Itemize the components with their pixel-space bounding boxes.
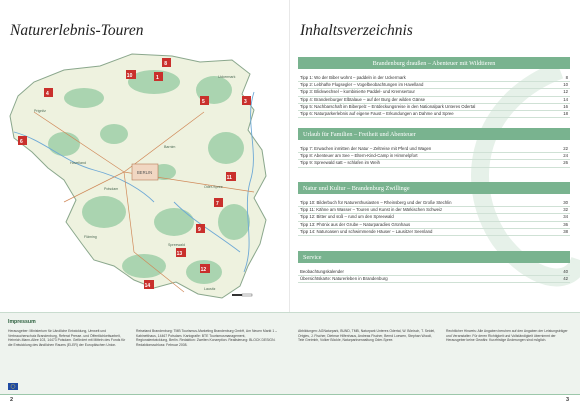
toc-row[interactable]: Tipp 8: Abenteuer am See – Eltern-Kind-Camp in Himmelpfort 24 [298, 153, 570, 160]
svg-text:14: 14 [144, 282, 151, 289]
svg-text:9: 9 [198, 226, 201, 233]
page-number-left: 2 [10, 397, 14, 403]
marker-4 [44, 88, 53, 97]
toc-row[interactable]: Tipp 6: Naturparkerlebnis auf eigene Faust – Erkundungen an Dahme und Spree 18 [298, 111, 570, 118]
marker-10 [196, 224, 205, 233]
svg-text:Prignitz: Prignitz [34, 109, 46, 113]
page-title: Naturerlebnis-Touren [10, 22, 144, 39]
toc-row[interactable]: Tipp 12: Bitter und süß – rund um den Spreewald 34 [298, 214, 570, 221]
imprint-panel [0, 312, 580, 394]
svg-text:7: 7 [216, 200, 219, 207]
svg-text:Spreewald: Spreewald [168, 243, 185, 247]
toc-row[interactable]: Tipp 2: Lebhafte Flugsegler – Vogelbeobachtungen im Havelland 10 [298, 82, 570, 89]
svg-text:8: 8 [164, 60, 167, 67]
toc-row[interactable]: Tipp 14: Naturoasen und schwimmende Häuser – Lausitzer Seenland 38 [298, 229, 570, 236]
marker-12 [200, 264, 210, 273]
imprint-partners: Reiseland Brandenburg: TMB Tourismus-Marketing Brandenburg GmbH, Am Neuen Markt 1 – Kabinetthaus, 14467 Potsdam. Kartografie: BTE Tourismusmanagement, Regionalentwicklung, Berlin. Redaktion: Zweiten Konzeption. Realisierung: BLOCK DESIGN. Redaktionsschluss: Februar 2008. [136, 329, 278, 347]
toc-section-2 [298, 128, 570, 168]
brandenburg-map [4, 52, 276, 302]
toc-row[interactable]: Übersichtskarte: Naturerleben in Brandenburg 42 [298, 276, 570, 283]
svg-text:13: 13 [176, 250, 183, 257]
marker-9 [214, 198, 223, 207]
marker-13 [144, 280, 154, 289]
footer-bar [0, 394, 580, 410]
scale-bar [232, 294, 252, 296]
toc-row[interactable]: Tipp 7: Erwachen inmitten der Natur – Zeltreise mit Pferd und Wagen 22 [298, 146, 570, 153]
toc-row[interactable]: Tipp 11: Kähne am Wasser – Touren und Kunst in der Märkischen Schweiz 32 [298, 207, 570, 214]
svg-text:6: 6 [20, 138, 23, 145]
svg-text:Barnim: Barnim [164, 145, 176, 149]
marker-2 [154, 72, 163, 81]
section-heading: Urlaub für Familien – Freiheit und Abenteuer [298, 128, 570, 140]
toc-row[interactable]: Beobachtungskalender 40 [298, 269, 570, 276]
page-title: Inhaltsverzeichnis [300, 22, 413, 39]
toc-row[interactable]: Tipp 9: Spreewald satt – schlafen im Weih 26 [298, 160, 570, 167]
svg-text:Oder-Spree: Oder-Spree [204, 185, 223, 189]
svg-text:11: 11 [226, 174, 232, 181]
toc-section-4 [298, 251, 570, 283]
section-heading: Brandenburg draußen – Abenteuer mit Wildtieren [298, 57, 570, 69]
toc-row[interactable]: Tipp 10: Bilderbuch für Naturenthusiasten – Rheinsberg und der Große Stechlin 30 [298, 200, 570, 207]
svg-text:Lausitz: Lausitz [204, 287, 216, 291]
svg-text:5: 5 [202, 98, 205, 105]
svg-text:1: 1 [156, 74, 159, 81]
imprint-title: Impressum [8, 319, 36, 325]
eu-flag-icon [8, 383, 18, 390]
toc-row[interactable]: Tipp 13: Phönix aus der Grube – Naturparadies Grünhaus 36 [298, 222, 570, 229]
svg-text:4: 4 [46, 90, 49, 97]
toc-row[interactable]: Tipp 3: Blickwechsel – kombinierte Paddel- und Kremsertour 12 [298, 89, 570, 96]
imprint-credits: Abbildungen: AGNaturpark, BUND, TMB, Naturpark Unteres Odertal, W. Bönisch, T. Seidel, Ortgies, J. Fischer, Dietmar Hilfenhaus, Andreas Fischer, Bernd Loewen, Stephan Woodi, Tele Greimbh, Volker Böckle, Naturparkverwaltung Oder-Spree. [298, 329, 436, 343]
section-heading: Natur und Kultur – Brandenburg Zwillinge [298, 182, 570, 194]
svg-text:3: 3 [244, 98, 247, 105]
svg-text:Fläming: Fläming [84, 235, 97, 239]
toc-row[interactable]: Tipp 5: Nachbarschaft im Biberpelz – Entdeckungsreise in den Nationalpark Unteres Odertal 16 [298, 104, 570, 111]
marker-6 [242, 96, 251, 105]
toc-section-1 [298, 57, 570, 118]
svg-text:Potsdam: Potsdam [104, 187, 119, 191]
svg-text:10: 10 [126, 72, 133, 79]
marker-1 [162, 58, 171, 67]
imprint-publisher: Herausgeber: Ministerium für Ländliche Entwicklung, Umwelt und Verbraucherschutz Brandenburg, Referat Presse- und Öffentlichkeitsarbeit, Heinrich-Mann-Allee 103, 14473 Potsdam. Gefördert mit Mitteln des Fonds für die Entwicklung des ländlichen Raums (ELER) der Europäischen Union. [8, 329, 126, 347]
svg-text:Uckermark: Uckermark [218, 75, 236, 79]
svg-text:BERLIN: BERLIN [137, 170, 153, 175]
marker-8 [226, 172, 236, 181]
toc-row[interactable]: Tipp 1: Wo der Biber wohnt – paddeln in der Uckermark 8 [298, 75, 570, 82]
svg-text:Havelland: Havelland [70, 161, 86, 165]
marker-3 [126, 70, 136, 79]
marker-5 [200, 96, 209, 105]
imprint-legal: Rechtlicher Hinweis: Alle Angaben beruhen auf den Angaben der Leistungsträger und Veranstalter. Für deren Richtigkeit und Vollständigkeit übernimmt der Herausgeber keine Gewähr. Kurzfristige Änderungen sind möglich. [446, 329, 568, 343]
toc-row[interactable]: Tipp 4: Brandenburger Elbtalaue – auf der Burg der wilden Gänse 14 [298, 97, 570, 104]
toc-section-3 [298, 182, 570, 236]
svg-text:12: 12 [200, 266, 207, 273]
marker-11 [176, 248, 186, 257]
page-number-right: 3 [566, 397, 570, 403]
section-heading: Service [298, 251, 570, 263]
marker-7 [18, 136, 27, 145]
